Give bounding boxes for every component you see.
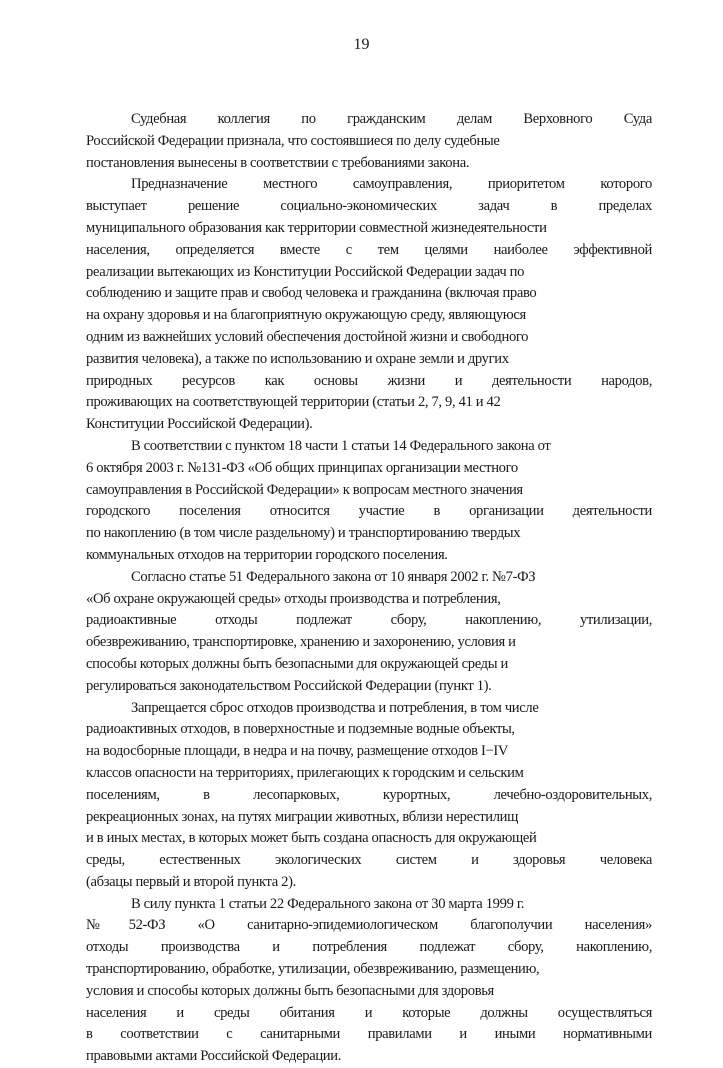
page-number: 19 xyxy=(353,36,370,53)
text-line: Конституции Российской Федерации). xyxy=(86,416,313,433)
text-line: 6 октября 2003 г. №131-ФЗ «Об общих принципах организации местного xyxy=(86,459,518,476)
text-line: в соответствии с санитарными правилами и иными нормативными xyxy=(86,1026,652,1043)
text-line: Российской Федерации признала, что состоявшиеся по делу судебные xyxy=(86,132,500,149)
text-line: проживающих на соответствующей территории (статьи 2, 7, 9, 41 и 42 xyxy=(86,394,501,411)
text-line: населения, определяется вместе с тем целями наиболее эффективной xyxy=(86,241,652,258)
text-line: муниципального образования как территории совместной жизнедеятельности xyxy=(86,219,547,236)
text-line: поселениям, в лесопарковых, курортных, лечебно-оздоровительных, xyxy=(86,786,652,803)
text-line: В силу пункта 1 статьи 22 Федерального закона от 30 марта 1999 г. xyxy=(131,895,525,912)
text-line: обезвреживанию, транспортировке, хранению и захоронению, условия и xyxy=(86,634,516,651)
text-line: регулироваться законодательством Российской Федерации (пункт 1). xyxy=(86,677,492,694)
text-line: одним из важнейших условий обеспечения достойной жизни и свободного xyxy=(86,328,529,345)
text-line: на охрану здоровья и на благоприятную окружающую среду, являющуюся xyxy=(86,307,526,324)
text-line: населения и среды обитания и которые должны осуществляться xyxy=(86,1004,652,1021)
text-line: и в иных местах, в которых может быть создана опасность для окружающей xyxy=(86,830,537,847)
text-line: выступает решение социально-экономических задач в пределах xyxy=(86,198,652,215)
text-line: радиоактивных отходов, в поверхностные и подземные водные объекты, xyxy=(86,721,515,738)
text-line: способы которых должны быть безопасными для окружающей среды и xyxy=(86,655,508,672)
text-line: №52-ФЗ «О санитарно-эпидемиологическом благополучии населения» xyxy=(86,917,652,934)
text-line: Предназначение местного самоуправления, приоритетом которого xyxy=(131,176,652,193)
text-line: (абзацы первый и второй пункта 2). xyxy=(86,873,296,890)
text-line: классов опасности на территориях, прилегающих к городским и сельским xyxy=(86,764,524,781)
text-line: постановления вынесены в соответствии с требованиями закона. xyxy=(86,154,470,171)
text-line: развития человека), а также по использованию и охране земли и других xyxy=(86,350,509,367)
text-line: коммунальных отходов на территории городского поселения. xyxy=(86,546,448,563)
text-line: городского поселения относится участие в организации деятельности xyxy=(86,503,652,520)
document-body xyxy=(86,109,652,1068)
text-line: условия и способы которых должны быть безопасными для здоровья xyxy=(86,982,494,999)
text-line: соблюдению и защите прав и свобод человека и гражданина (включая право xyxy=(86,285,537,302)
text-line: отходы производства и потребления подлежат сбору, накоплению, xyxy=(86,939,652,956)
text-line: «Об охране окружающей среды» отходы производства и потребления, xyxy=(86,590,501,607)
text-line: Судебная коллегия по гражданским делам Верховного Суда xyxy=(131,111,652,127)
text-line: среды, естественных экологических систем и здоровья человека xyxy=(86,852,652,869)
text-line: транспортированию, обработке, утилизации, обезвреживанию, размещению, xyxy=(86,961,540,978)
text-line: реализации вытекающих из Конституции Российской Федерации задач по xyxy=(86,263,525,280)
text-line: Запрещается сброс отходов производства и потребления, в том числе xyxy=(131,699,539,716)
text-line: В соответствии с пунктом 18 части 1 статьи 14 Федерального закона от xyxy=(131,437,551,454)
text-line: природных ресурсов как основы жизни и деятельности народов, xyxy=(86,372,652,389)
text-line: рекреационных зонах, на путях миграции животных, вблизи нерестилищ xyxy=(86,808,518,825)
text-line: на водосборные площади, в недра и на почву, размещение отходов I−IV xyxy=(86,743,509,760)
text-line: радиоактивные отходы подлежат сбору, накоплению, утилизации, xyxy=(86,612,652,629)
text-line: самоуправления в Российской Федерации» к вопросам местного значения xyxy=(86,481,523,498)
text-line: правовыми актами Российской Федерации. xyxy=(86,1048,342,1065)
text-line: Согласно статье 51 Федерального закона от 10 января 2002 г. №7-ФЗ xyxy=(131,568,536,585)
text-line: по накоплению (в том числе раздельному) и транспортированию твердых xyxy=(86,525,521,542)
